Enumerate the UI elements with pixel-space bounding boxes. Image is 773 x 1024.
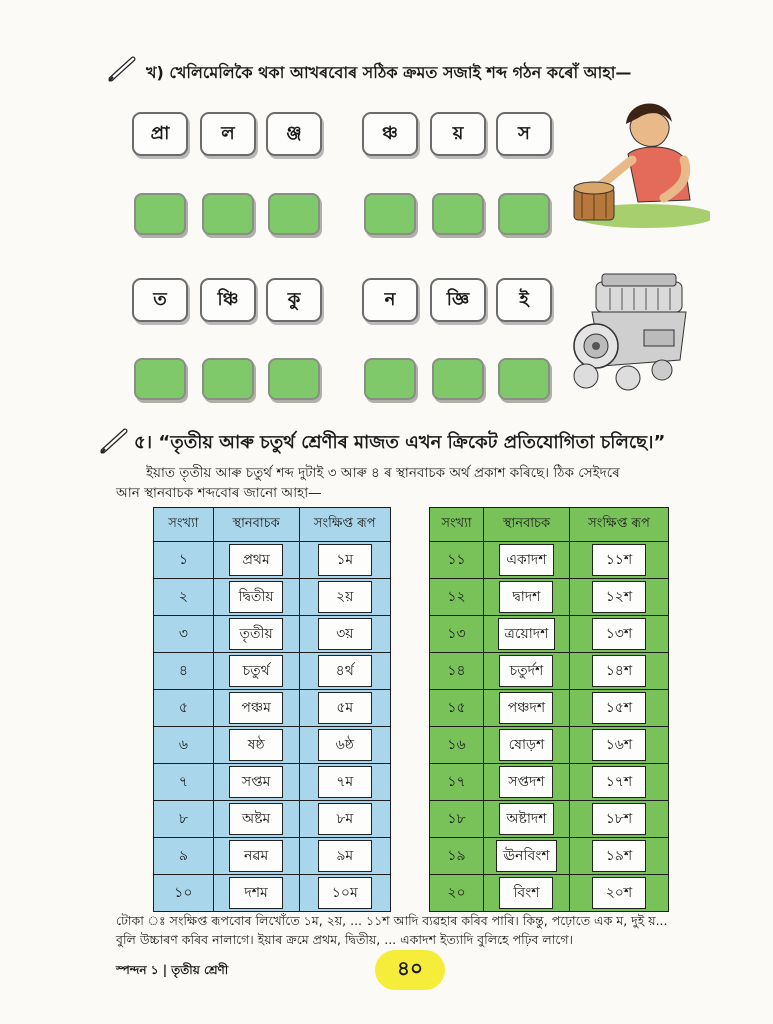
cell-short-form — [569, 616, 668, 653]
cell-short-form-text: ৬ষ্ঠ — [318, 729, 372, 761]
table-row — [430, 801, 669, 838]
cell-ordinal — [484, 801, 570, 838]
letter-tile: ই — [496, 278, 552, 322]
cell-number: ১৫ — [430, 690, 484, 727]
cell-number: ১৩ — [430, 616, 484, 653]
answer-box[interactable] — [432, 358, 484, 400]
table-row — [154, 579, 391, 616]
cell-short-form — [569, 690, 668, 727]
ordinal-table-11-20 — [429, 507, 669, 912]
cell-ordinal — [213, 542, 299, 579]
table-row — [154, 801, 391, 838]
cell-ordinal — [484, 690, 570, 727]
cell-ordinal — [484, 838, 570, 875]
cell-ordinal — [484, 653, 570, 690]
section-5-heading: ৫। “তৃতীয় আৰু চতুৰ্থ শ্ৰেণীৰ মাজত এখন ক্ৰিকেট প্ৰতিযোগিতা চলিছে।” — [134, 432, 666, 453]
cell-short-form — [299, 616, 391, 653]
table-row — [430, 542, 669, 579]
cell-ordinal-text: দশম — [229, 877, 283, 909]
cell-ordinal — [213, 764, 299, 801]
cell-short-form — [299, 875, 391, 912]
cell-short-form — [299, 838, 391, 875]
cell-number: ৩ — [154, 616, 214, 653]
book-title: স্পন্দন ১ | তৃতীয় শ্ৰেণী — [116, 963, 229, 977]
cell-ordinal — [484, 542, 570, 579]
cell-number: ১৬ — [430, 727, 484, 764]
answer-box[interactable] — [134, 358, 186, 400]
cell-short-form-text: ১৪শ — [592, 655, 646, 687]
cell-number: ১১ — [430, 542, 484, 579]
cell-ordinal — [213, 875, 299, 912]
cell-ordinal-text: অষ্টম — [229, 803, 283, 835]
note-line2: বুলি উচ্চাৰণ কৰিব নালাগে। ইয়াৰ ক্ৰমে প্ৰথম, দ্বিতীয়, ... একাদশ ইত্যাদি বুলিহে পঢ়িব লাগে। — [116, 932, 574, 947]
pencil-icon — [100, 428, 130, 454]
cell-ordinal-text: অষ্টাদশ — [499, 803, 553, 835]
section-5-paragraph-line2: আন স্থানবাচক শব্দবোৰ জানো আহা— — [116, 485, 322, 501]
table-row — [154, 616, 391, 653]
cell-short-form-text: ৮ম — [318, 803, 372, 835]
cell-ordinal-text: চতুৰ্থ — [229, 655, 283, 687]
cell-ordinal-text: চতুৰ্দশ — [499, 655, 553, 687]
header-number: সংখ্যা — [430, 508, 484, 542]
cell-short-form-text: ১৬শ — [592, 729, 646, 761]
cell-ordinal-text: দ্বিতীয় — [229, 581, 283, 613]
cell-ordinal-text: সপ্তদশ — [499, 766, 553, 798]
answer-box[interactable] — [202, 193, 254, 235]
cell-ordinal-text: ষোড়শ — [499, 729, 553, 761]
cell-ordinal — [484, 579, 570, 616]
table-row — [154, 653, 391, 690]
cell-ordinal — [484, 764, 570, 801]
cell-ordinal-text: একাদশ — [499, 544, 553, 576]
cell-short-form — [299, 579, 391, 616]
cell-ordinal — [213, 616, 299, 653]
cell-short-form — [299, 690, 391, 727]
cell-short-form — [299, 727, 391, 764]
cell-short-form-text: ৩য় — [318, 618, 372, 650]
cell-ordinal — [213, 579, 299, 616]
section-5-paragraph-line1: ইয়াত তৃতীয় আৰু চতুৰ্থ শব্দ দুটাই ৩ আৰু ৪ ৰ স্থানবাচক অৰ্থ প্ৰকাশ কৰিছে। ঠিক সেইদৰে — [146, 465, 620, 481]
table-row — [430, 838, 669, 875]
cell-number: ১০ — [154, 875, 214, 912]
table-row — [154, 875, 391, 912]
cell-number: ৯ — [154, 838, 214, 875]
cell-short-form-text: ১৫শ — [592, 692, 646, 724]
cell-ordinal-text: পঞ্চদশ — [499, 692, 553, 724]
cell-ordinal — [213, 801, 299, 838]
letter-tile: কু — [266, 278, 322, 322]
cell-short-form-text: ১৯শ — [592, 840, 646, 872]
header-number: সংখ্যা — [154, 508, 214, 542]
cell-short-form — [299, 542, 391, 579]
cell-number: ৭ — [154, 764, 214, 801]
cell-ordinal-text: দ্বাদশ — [499, 581, 553, 613]
cell-short-form — [569, 764, 668, 801]
cell-short-form-text: ৫ম — [318, 692, 372, 724]
cell-short-form-text: ১১শ — [592, 544, 646, 576]
cell-short-form — [569, 542, 668, 579]
table-row — [430, 653, 669, 690]
note-line1: টোকা ঃ সংক্ষিপ্ত ৰূপবোৰ লিখোঁতে ১ম, ২য়, ... ১১শ আদি ব্যৱহাৰ কৰিব পাৰি। কিন্তু, পঢ়োতে এক ম, দুই য়... — [116, 913, 668, 928]
ordinal-table-1-10 — [153, 507, 391, 912]
table-row — [430, 764, 669, 801]
cell-number: ১২ — [430, 579, 484, 616]
table-header-row — [430, 508, 669, 542]
cell-number: ৬ — [154, 727, 214, 764]
cell-ordinal-text: পঞ্চম — [229, 692, 283, 724]
cell-number: ১ — [154, 542, 214, 579]
cell-short-form-text: ১০ম — [318, 877, 372, 909]
cell-short-form — [299, 801, 391, 838]
cell-short-form — [299, 764, 391, 801]
cell-short-form — [569, 653, 668, 690]
header-short-form: সংক্ষিপ্ত ৰূপ — [569, 508, 668, 542]
answer-box[interactable] — [268, 358, 320, 400]
cell-number: ৮ — [154, 801, 214, 838]
cell-short-form-text: ১৭শ — [592, 766, 646, 798]
cell-number: ১৮ — [430, 801, 484, 838]
cell-ordinal — [213, 653, 299, 690]
cell-ordinal — [213, 727, 299, 764]
boy-with-drum-illustration — [560, 88, 710, 228]
cell-number: ১৪ — [430, 653, 484, 690]
cell-number: ১৯ — [430, 838, 484, 875]
cell-short-form-text: ১৩শ — [592, 618, 646, 650]
letter-tile: ঞ্চি — [200, 278, 256, 322]
letter-tile: য় — [430, 112, 486, 156]
cell-short-form — [569, 801, 668, 838]
engine-illustration — [566, 270, 696, 398]
answer-box[interactable] — [364, 193, 416, 235]
cell-ordinal — [213, 690, 299, 727]
cell-number: ২০ — [430, 875, 484, 912]
cell-ordinal-text: ত্ৰয়োদশ — [498, 618, 556, 650]
letter-tile: ঞ্জ — [266, 112, 322, 156]
cell-number: ১৭ — [430, 764, 484, 801]
cell-short-form-text: ২০শ — [592, 877, 646, 909]
cell-short-form-text: ২য় — [318, 581, 372, 613]
letter-tile: স — [496, 112, 552, 156]
cell-short-form — [299, 653, 391, 690]
cell-ordinal-text: সপ্তম — [229, 766, 283, 798]
cell-number: ২ — [154, 579, 214, 616]
cell-ordinal — [484, 875, 570, 912]
letter-tile: ল — [200, 112, 256, 156]
cell-ordinal-text: ঊনবিংশ — [496, 840, 556, 872]
header-ordinal: স্থানবাচক — [213, 508, 299, 542]
table-row — [430, 727, 669, 764]
cell-ordinal-text: বিংশ — [499, 877, 553, 909]
cell-ordinal — [213, 838, 299, 875]
cell-short-form-text: ১ম — [318, 544, 372, 576]
answer-box[interactable] — [498, 193, 550, 235]
answer-box[interactable] — [432, 193, 484, 235]
answer-box[interactable] — [202, 358, 254, 400]
header-short-form: সংক্ষিপ্ত ৰূপ — [299, 508, 391, 542]
letter-tile: প্ৰা — [132, 112, 188, 156]
table-row — [154, 690, 391, 727]
cell-ordinal-text: নৱম — [229, 840, 283, 872]
table-row — [430, 690, 669, 727]
cell-ordinal — [484, 616, 570, 653]
table-header-row — [154, 508, 391, 542]
cell-short-form-text: ৪ৰ্থ — [318, 655, 372, 687]
cell-ordinal-text: তৃতীয় — [229, 618, 283, 650]
cell-short-form — [569, 875, 668, 912]
page-number-badge: ৪০ — [375, 950, 445, 990]
cell-short-form-text: ৯ম — [318, 840, 372, 872]
cell-short-form — [569, 727, 668, 764]
table-row — [154, 542, 391, 579]
table-row — [430, 616, 669, 653]
cell-ordinal-text: ষষ্ঠ — [229, 729, 283, 761]
letter-tile: ন — [362, 278, 418, 322]
cell-short-form-text: ১২শ — [592, 581, 646, 613]
table-row — [154, 764, 391, 801]
cell-short-form — [569, 838, 668, 875]
cell-ordinal-text: প্ৰথম — [229, 544, 283, 576]
cell-number: ৫ — [154, 690, 214, 727]
letter-tile: ঞ্চ — [362, 112, 418, 156]
cell-ordinal — [484, 727, 570, 764]
letter-tile: জ্ঞি — [430, 278, 486, 322]
section-kha-instruction: খ) খেলিমেলিকৈ থকা আখৰবোৰ সঠিক ক্ৰমত সজাই শব্দ গঠন কৰোঁ আহা— — [146, 63, 632, 82]
table-row — [430, 579, 669, 616]
table-row — [154, 727, 391, 764]
answer-box[interactable] — [268, 193, 320, 235]
cell-short-form — [569, 579, 668, 616]
letter-tile: ত — [132, 278, 188, 322]
header-ordinal: স্থানবাচক — [484, 508, 570, 542]
answer-box[interactable] — [134, 193, 186, 235]
cell-short-form-text: ৭ম — [318, 766, 372, 798]
table-row — [154, 838, 391, 875]
table-row — [430, 875, 669, 912]
answer-box[interactable] — [364, 358, 416, 400]
answer-box[interactable] — [498, 358, 550, 400]
cell-number: ৪ — [154, 653, 214, 690]
pencil-icon — [108, 56, 138, 82]
cell-short-form-text: ১৮শ — [592, 803, 646, 835]
